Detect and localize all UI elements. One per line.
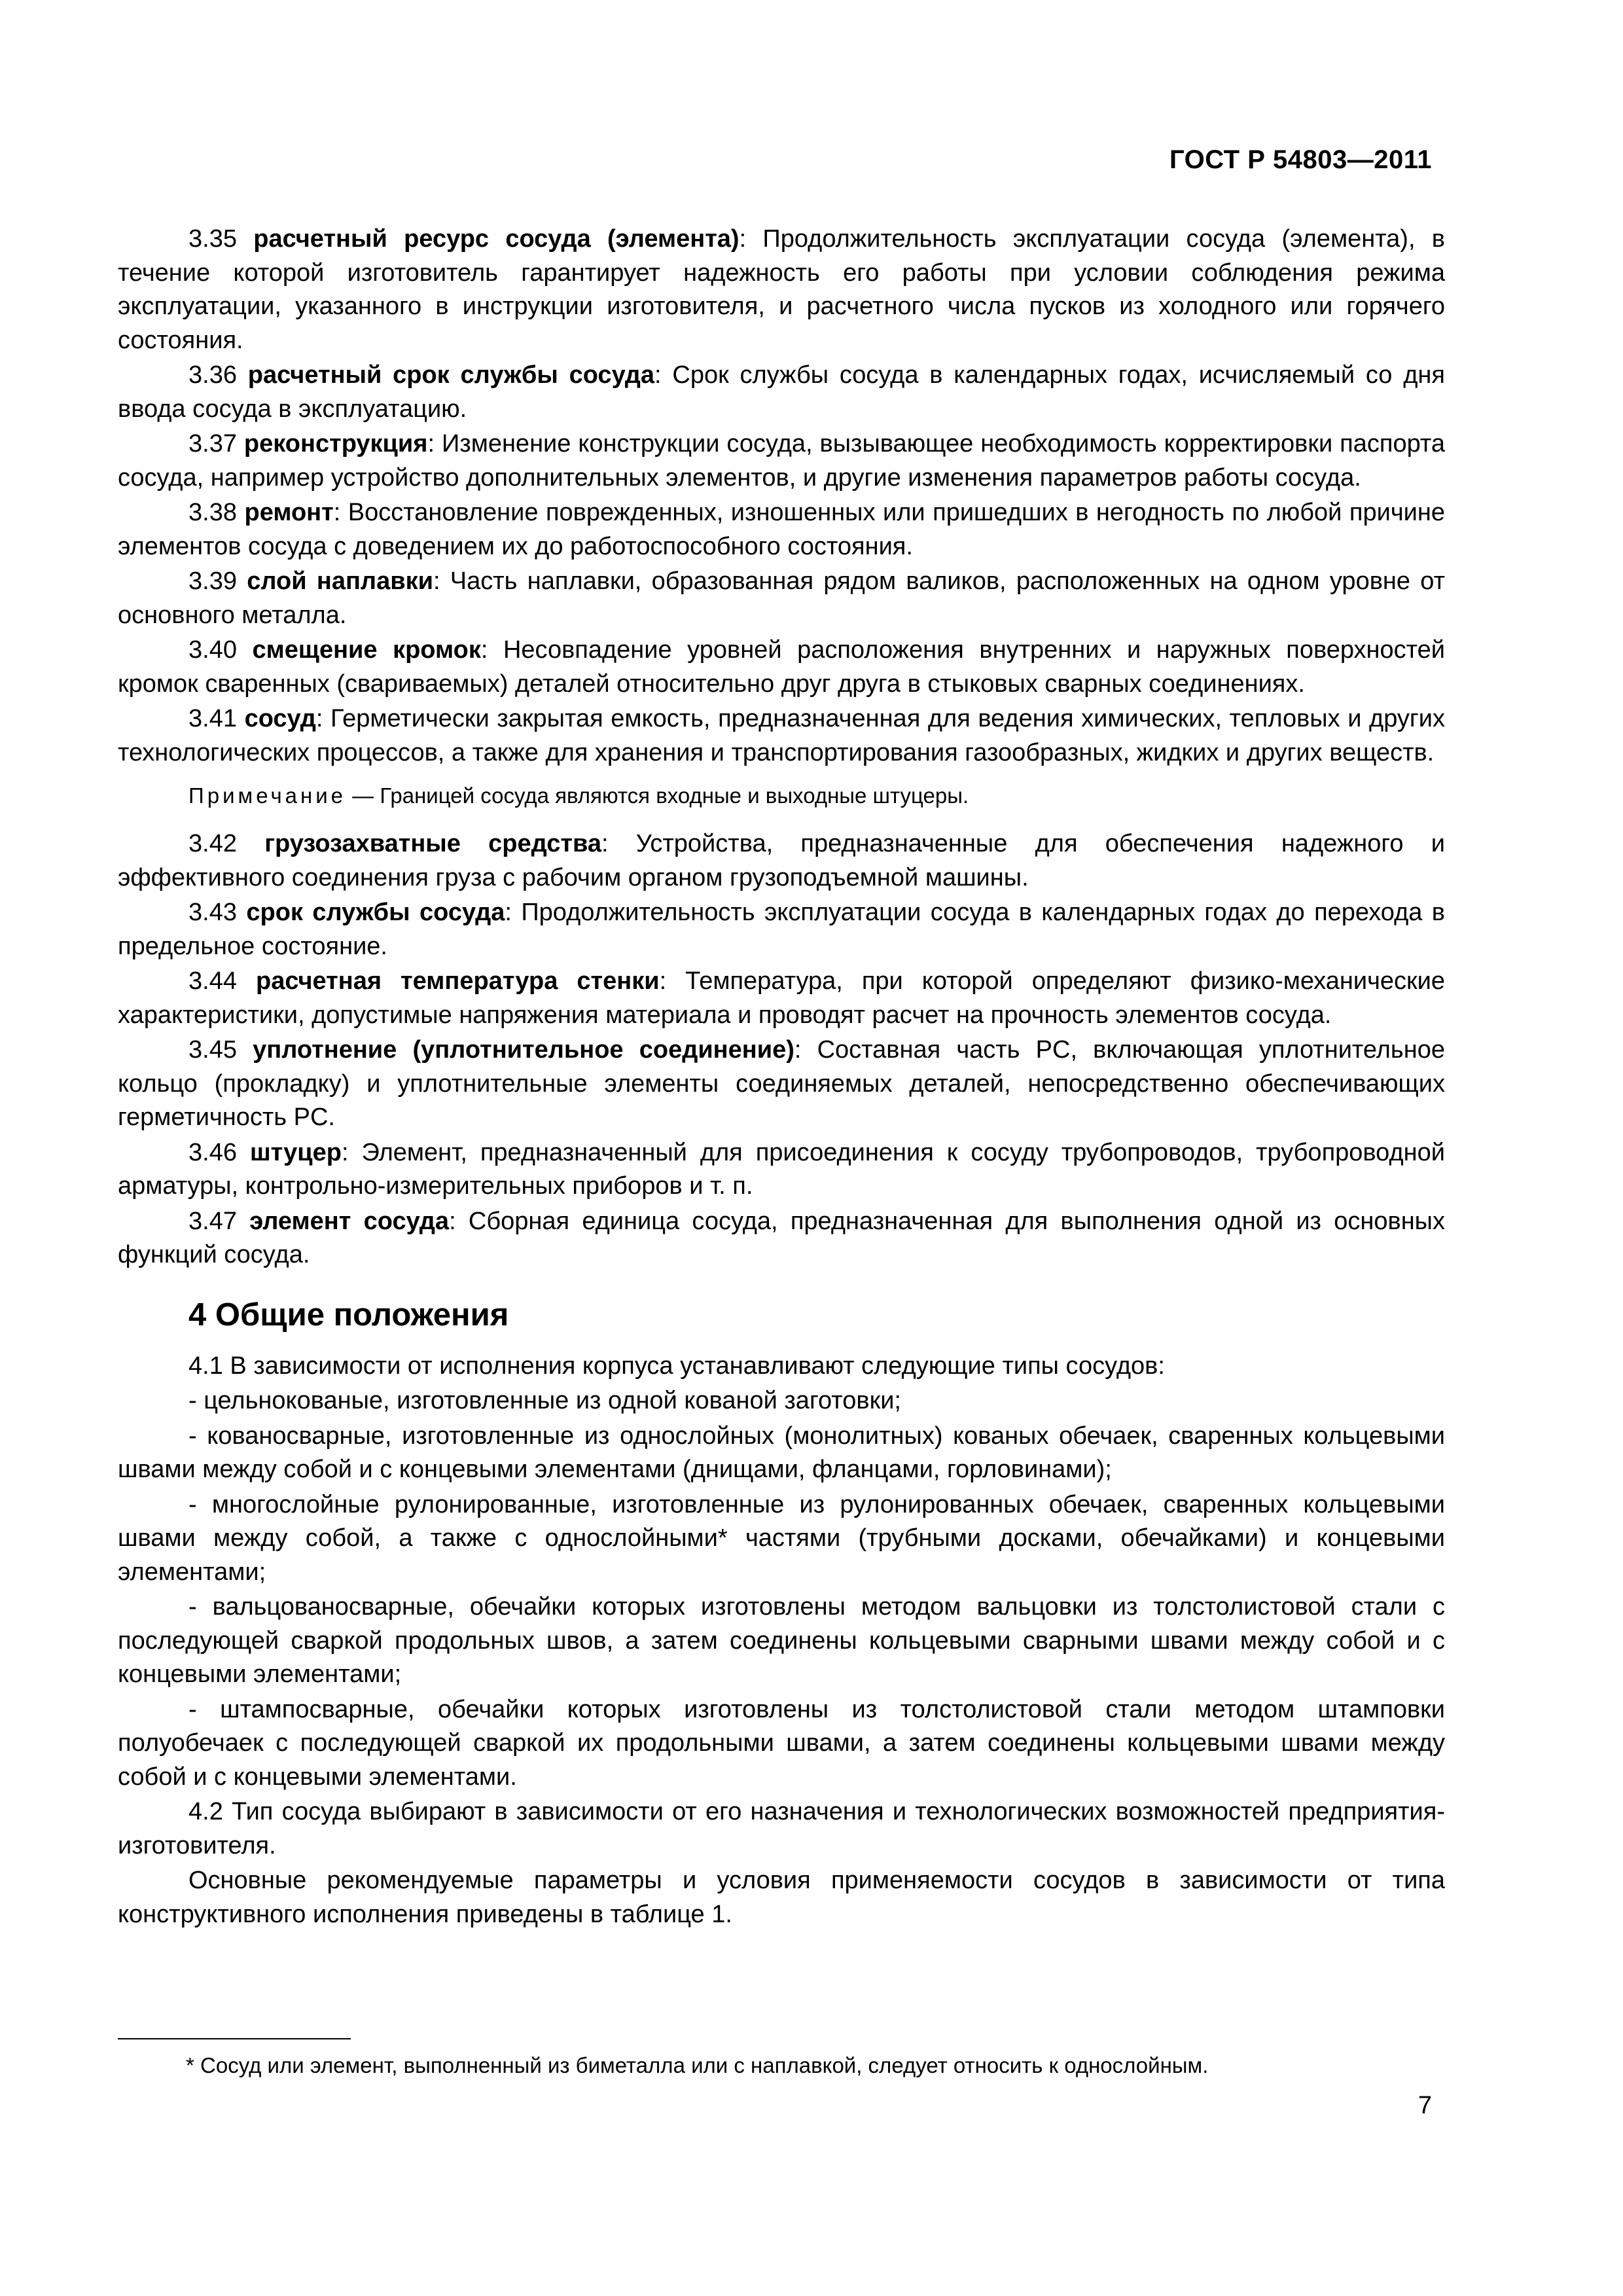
definition-term: расчетный ресурс сосуда (элемента) [253,225,740,253]
definition-paragraph [118,1136,1445,1204]
definition-term: реконструкция [243,430,428,457]
list-item: - цельнокованые, изготовленные из одной кованой заготовки; [188,1387,901,1414]
footnote-divider [118,2038,351,2039]
definition-paragraph [118,1033,1445,1135]
definition-text: : Изменение конструкции сосуда, вызывающее необходимость корректировки паспорта сосуда, например устройство дополнительных элементов, и другие изменения параметров работы сосуда. [118,430,1445,492]
definition-number: 3.39 [188,567,237,595]
definition-term: штуцер [249,1138,342,1166]
list-item: - многослойные рулонированные, изготовленные из рулонированных обечаек, сваренных кольцевыми швами между собой, а также с однослойными* частями (трубными досками, обечайками) и концевыми элементами; [118,1490,1445,1586]
footnote: * Сосуд или элемент, выполненный из биметалла или с наплавкой, следует относить к однослойным. [186,2053,1209,2077]
definition-term: расчетная температура стенки [255,967,660,995]
definition-text: : Срок службы сосуда в календарных годах, исчисляемый со дня ввода сосуда в эксплуатацию. [118,361,1445,423]
definition-text: : Восстановление поврежденных, изношенных или пришедших в негодность по любой причине элементов сосуда с доведением их до работоспособного состояния. [118,499,1445,560]
definition-paragraph [118,965,1445,1032]
definition-paragraph [118,427,1445,495]
definition-text: : Составная часть PC, включающая уплотнительное кольцо (прокладку) и уплотнительные элементы соединяемых деталей, непосредственно обеспечивающих герметичность PC. [118,1036,1445,1131]
note-label: Примечание [188,783,347,808]
section-heading: 4 Общие положения [188,1297,509,1333]
definition-number: 3.44 [188,967,237,995]
definition-term: сосуд [244,705,316,732]
list-item: - штампосварные, обечайки которых изготовлены из толстолистовой стали методом штамповки полуобечаек с последующей сваркой их продольными швами, а затем соединены кольцевыми швами между собой и с концевыми элементами. [118,1695,1445,1791]
definition-text: : Устройства, предназначенные для обеспечения надежного и эффективного соединения груза с рабочим органом грузоподъемной машины. [118,830,1446,891]
definition-number: 3.36 [188,361,237,389]
definition-paragraph [118,496,1445,564]
definition-paragraph [118,1205,1445,1272]
definition-number: 3.42 [188,830,237,857]
definition-text: : Сборная единица сосуда, предназначенная для выполнения одной из основных функций сосуда. [118,1207,1445,1268]
definition-number: 3.47 [188,1207,237,1235]
section-paragraph: Основные рекомендуемые параметры и условия применяемости сосудов в зависимости от типа конструктивного исполнения приведены в таблице 1. [118,1867,1445,1928]
definition-paragraph [118,359,1445,426]
section-paragraph: 4.2 Тип сосуда выбирают в зависимости от его назначения и технологических возможностей предприятия-изготовителя. [118,1798,1445,1859]
definition-paragraph [118,223,1445,357]
definition-number: 3.43 [188,899,237,926]
definition-text: : Температура, при которой определяют физико-механические характеристики, допустимые напряжения материала и проводят расчет на прочность элементов сосуда. [118,967,1445,1029]
definition-text: : Продолжительность эксплуатации сосуда (элемента), в течение которой изготовитель гарантирует надежность его работы при условии соблюдения режима эксплуатации, указанного в инструкции изготовителя, и расчетного числа пусков из холодного или горячего состояния. [118,225,1445,354]
definition-term: слой наплавки [247,567,433,595]
definition-number: 3.35 [188,225,237,253]
definition-term: расчетный срок службы сосуда [247,361,655,389]
page-content [118,223,1445,1933]
list-item: - вальцованосварные, обечайки которых изготовлены методом вальцовки из толстолистовой стали с последующей сваркой продольных швов, а затем соединены кольцевыми сварными швами между собой и с концевыми элементами; [118,1593,1445,1688]
definition-term: смещение кромок [252,636,481,664]
definition-paragraph [118,565,1445,632]
definition-number: 3.41 [188,705,237,732]
definition-paragraph [118,634,1445,701]
definition-number: 3.45 [188,1036,237,1064]
definition-term: ремонт [244,499,334,526]
definition-term: уплотнение (уплотнительное соединение) [253,1036,794,1064]
definition-text: : Элемент, предназначенный для присоединения к сосуду трубопроводов, трубопроводной арматуры, контрольно-измерительных приборов и т. п. [118,1138,1445,1200]
definition-text: : Герметически закрытая емкость, предназначенная для ведения химических, тепловых и других технологических процессов, а также для хранения и транспортирования газообразных, жидких и других веществ. [118,705,1445,766]
definition-text: : Часть наплавки, образованная рядом валиков, расположенных на одном уровне от основного металла. [118,567,1445,629]
definition-number: 3.46 [188,1138,237,1166]
list-item: - кованосварные, изготовленные из однослойных (монолитных) кованых обечаек, сваренных кольцевыми швами между собой и с концевыми элементами (днищами, фланцами, горловинами); [118,1422,1445,1483]
document-code: ГОСТ Р 54803—2011 [1169,145,1432,174]
definition-text: : Продолжительность эксплуатации сосуда в календарных годах до перехода в предельное состояние. [118,899,1445,960]
definition-term: срок службы сосуда [246,899,505,926]
definition-number: 3.38 [188,499,237,526]
note-text: — Границей сосуда являются входные и выходные штуцеры. [346,783,969,808]
section-paragraph: 4.1 В зависимости от исполнения корпуса устанавливают следующие типы сосудов: [188,1352,1165,1380]
definition-paragraph [118,896,1445,963]
definition-paragraph [118,827,1445,895]
definition-text: : Несовпадение уровней расположения внутренних и наружных поверхностей кромок сваренных (свариваемых) деталей относительно друг друга в стыковых сварных соединениях. [118,636,1446,698]
note [188,781,1445,810]
definition-number: 3.40 [188,636,237,664]
definition-term: элемент сосуда [249,1207,450,1235]
page-number: 7 [1418,2092,1432,2119]
definition-term: грузозахватные средства [264,830,601,857]
definition-number: 3.37 [188,430,237,457]
definition-paragraph [118,702,1445,770]
